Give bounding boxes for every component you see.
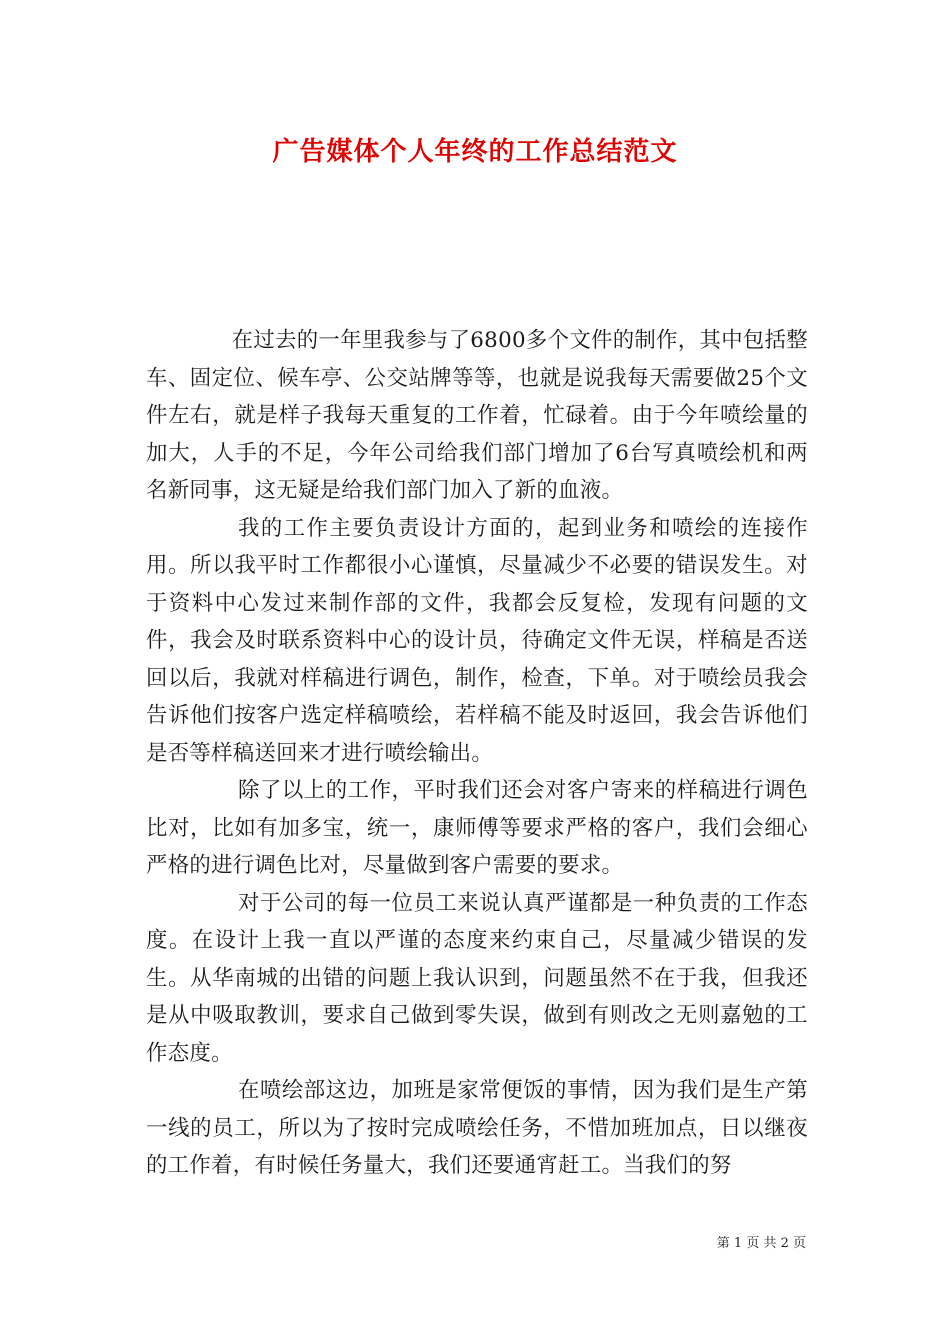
paragraph-2: 我的工作主要负责设计方面的，起到业务和喷绘的连接作用。所以我平时工作都很小心谨慎，尽量减少不必要的错误发生。对于资料中心发过来制作部的文件，我都会反复检，发现有问题的文件，我会及时联系资料中心的设计员，待确定文件无误，样稿是否送回以后，我就对样稿进行调色，制作，检查，下单。对于喷绘员我会告诉他们按客户选定样稿喷绘，若样稿不能及时返回，我会告诉他们是否等样稿送回来才进行喷绘输出。: [146, 515, 808, 766]
document-body: [146, 322, 808, 1185]
paragraph-1: 在过去的一年里我参与了6800多个文件的制作，其中包括整车、固定位、候车亭、公交站牌等等，也就是说我每天需要做25个文件左右，就是样子我每天重复的工作着，忙碌着。由于今年喷绘量的加大，人手的不足，今年公司给我们部门增加了6台写真喷绘机和两名新同事，这无疑是给我们部门加入了新的血液。: [146, 328, 808, 503]
page-number-footer: 第 1 页 共 2 页: [716, 1236, 806, 1251]
paragraph-5: 在喷绘部这边，加班是家常便饭的事情，因为我们是生产第一线的员工，所以为了按时完成喷绘任务，不惜加班加点，日以继夜的工作着，有时候任务量大，我们还要通宵赶工。当我们的努: [146, 1078, 808, 1178]
paragraph-3: 除了以上的工作，平时我们还会对客户寄来的样稿进行调色比对，比如有加多宝，统一，康师傅等要求严格的客户，我们会细心严格的进行调色比对，尽量做到客户需要的要求。: [146, 778, 808, 878]
document-title: 广告媒体个人年终的工作总结范文: [272, 137, 678, 167]
paragraph-4: 对于公司的每一位员工来说认真严谨都是一种负责的工作态度。在设计上我一直以严谨的态度来约束自己，尽量减少错误的发生。从华南城的出错的问题上我认识到，问题虽然不在于我，但我还是从中吸取教训，要求自己做到零失误，做到有则改之无则嘉勉的工作态度。: [146, 890, 808, 1066]
